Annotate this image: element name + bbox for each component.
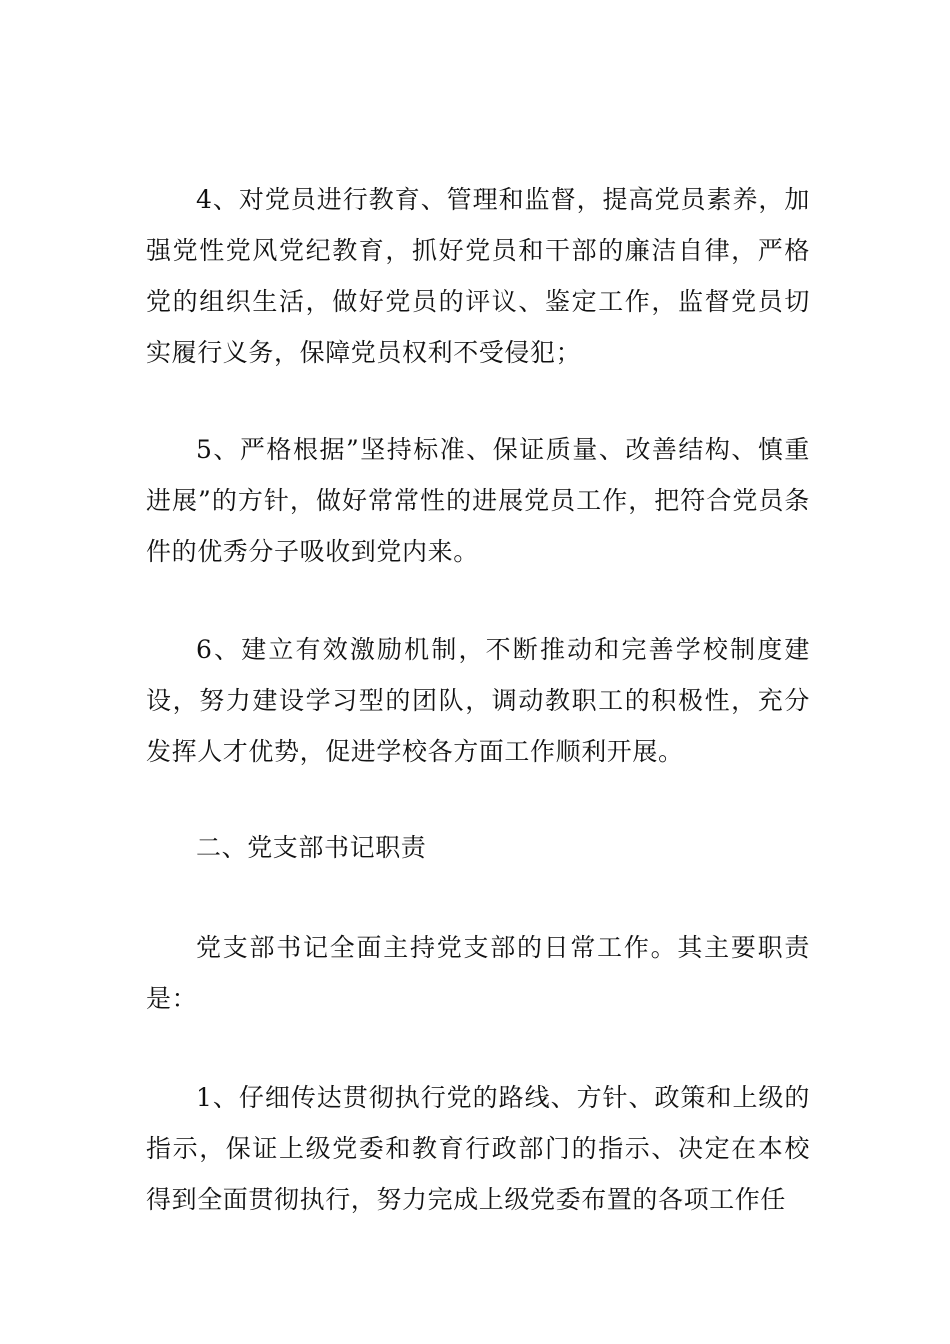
paragraph-item-5: 5、严格根据”坚持标准、保证质量、改善结构、慎重进展”的方针，做好常常性的进展党员工作，把符合党员条件的优秀分子吸收到党内来。	[146, 435, 810, 566]
paragraph-item-1: 1、仔细传达贯彻执行党的路线、方针、政策和上级的指示，保证上级党委和教育行政部门的指示、决定在本校得到全面贯彻执行，努力完成上级党委布置的各项工作任	[146, 1083, 810, 1214]
paragraph-intro: 党支部书记全面主持党支部的日常工作。其主要职责是：	[146, 933, 810, 1013]
section-heading: 二、党支部书记职责	[196, 833, 427, 862]
paragraph-item-6: 6、建立有效激励机制，不断推动和完善学校制度建设，努力建设学习型的团队，调动教职工的积极性，充分发挥人才优势，促进学校各方面工作顺利开展。	[146, 635, 810, 766]
paragraph-item-4: 4、对党员进行教育、管理和监督，提高党员素养，加强党性党风党纪教育，抓好党员和干部的廉洁自律，严格党的组织生活，做好党员的评议、鉴定工作，监督党员切实履行义务，保障党员权利不受侵犯；	[146, 185, 810, 367]
